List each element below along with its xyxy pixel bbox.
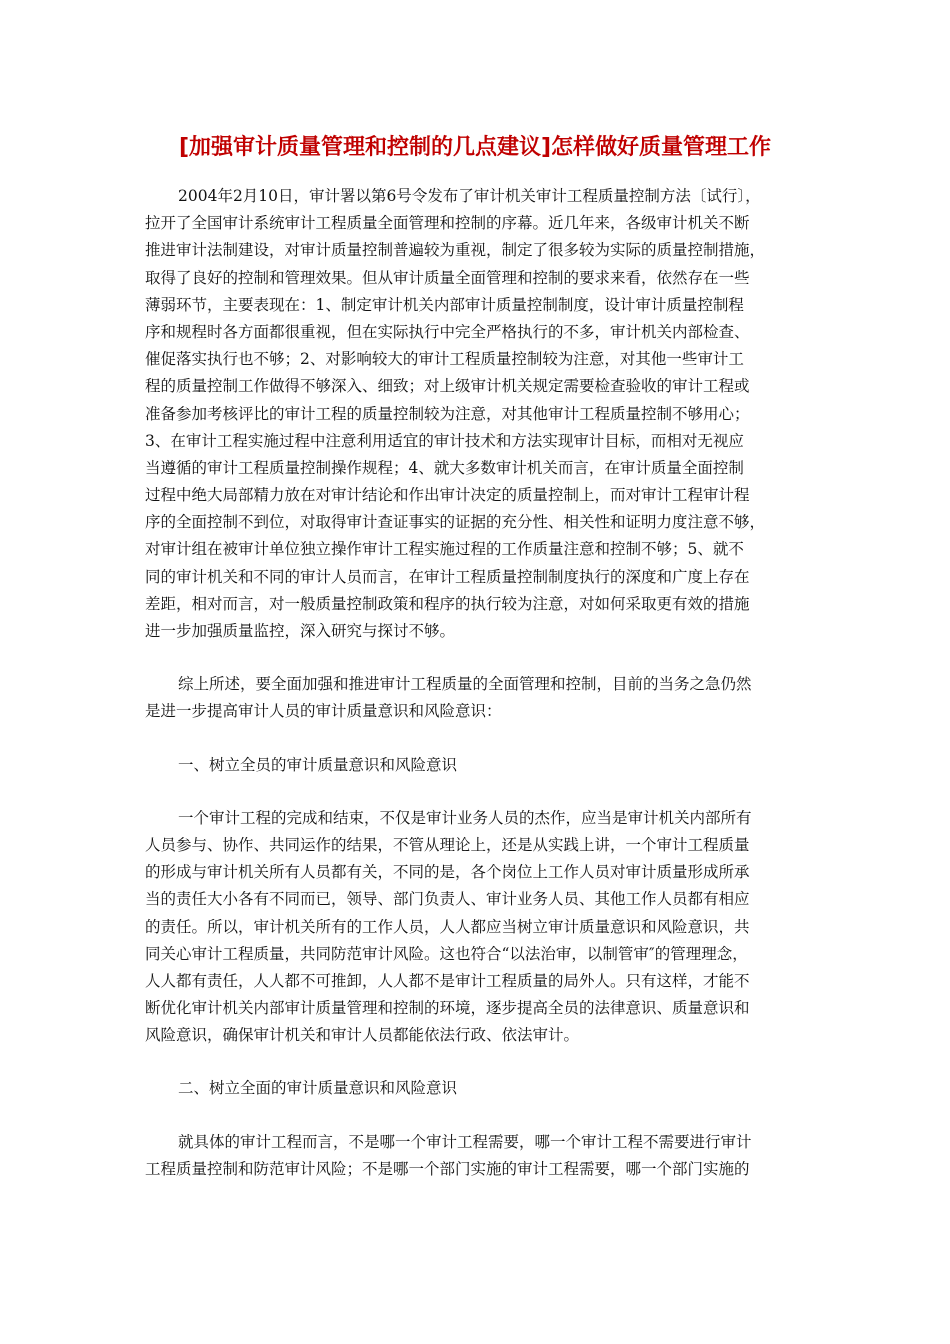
text-line: 的责任。所以，审计机关所有的工作人员，人人都应当树立审计质量意识和风险意识，共: [145, 917, 750, 936]
text-line: 一个审计工程的完成和结束，不仅是审计业务人员的杰作，应当是审计机关内部所有: [178, 808, 752, 827]
text-line: 拉开了全国审计系统审计工程质量全面管理和控制的序幕。近几年来，各级审计机关不断: [145, 214, 750, 233]
text-line: 是进一步提高审计人员的审计质量意识和风险意识：: [145, 702, 502, 721]
text-line: 综上所述，要全面加强和推进审计工程质量的全面管理和控制，目前的当务之急仍然: [178, 675, 752, 694]
text-line: 2004年2月10日，审计署以第6号令发布了审计机关审计工程质量控制方法〔试行〕，: [178, 187, 761, 205]
text-line: 推进审计法制建设，对审计质量控制普遍较为重视，制定了很多较为实际的质量控制措施，: [145, 241, 766, 260]
text-line: 人员参与、协作、共同运作的结果，不管从理论上，还是从实践上讲，一个审计工程质量: [145, 835, 750, 854]
text-line: 过程中绝大局部精力放在对审计结论和作出审计决定的质量控制上，而对审计工程审计程: [145, 486, 750, 505]
text-line: 风险意识，确保审计机关和审计人员都能依法行政、依法审计。: [145, 1026, 580, 1045]
text-line: 同关心审计工程质量，共同防范审计风险。这也符合“以法治审，以制管审″的管理理念，: [145, 944, 748, 963]
text-line: 程的质量控制工作做得不够深入、细致；对上级审计机关规定需要检查验收的审计工程或: [145, 377, 750, 396]
section-heading-2: [145, 1075, 805, 1102]
paragraph-intro: [145, 183, 805, 645]
paragraph-summary: [145, 671, 805, 725]
text-line: 取得了良好的控制和管理效果。但从审计质量全面管理和控制的要求来看，依然存在一些: [145, 268, 750, 287]
section-heading-1: [145, 752, 805, 779]
text-line: 薄弱环节，主要表现在：1、制定审计机关内部审计质量控制制度，设计审计质量控制程: [145, 295, 744, 314]
text-line: 序的全面控制不到位，对取得审计查证事实的证据的充分性、相关性和证明力度注意不够，: [145, 513, 766, 532]
paragraph-spacer: [145, 779, 805, 805]
text-line: 3、在审计工程实施过程中注意利用适宜的审计技术和方法实现审计目标，而相对无视应: [145, 431, 744, 450]
text-line: 序和规程时各方面都很重视，但在实际执行中完全严格执行的不多，审计机关内部检查、: [145, 322, 750, 341]
text-line: 就具体的审计工程而言，不是哪一个审计工程需要，哪一个审计工程不需要进行审计: [178, 1132, 752, 1151]
text-line: 准备参加考核评比的审计工程的质量控制较为注意，对其他审计工程质量控制不够用心；: [145, 404, 750, 423]
paragraph-section-2: [145, 1129, 805, 1183]
text-line: 人人都有责任，人人都不可推卸，人人都不是审计工程质量的局外人。只有这样，才能不: [145, 971, 750, 990]
paragraph-spacer: [145, 726, 805, 752]
paragraph-spacer: [145, 645, 805, 671]
text-line: 差距，相对而言，对一般质量控制政策和程序的执行较为注意，对如何采取更有效的措施: [145, 594, 750, 613]
text-line: 进一步加强质量监控，深入研究与探讨不够。: [145, 622, 456, 640]
document-body: [145, 183, 805, 1183]
text-line: 二、树立全面的审计质量意识和风险意识: [178, 1079, 458, 1098]
text-line: 断优化审计机关内部审计质量管理和控制的环境，逐步提高全员的法律意识、质量意识和: [145, 999, 750, 1018]
text-line: 对审计组在被审计单位独立操作审计工程实施过程的工作质量注意和控制不够；5、就不: [145, 540, 744, 559]
text-line: 同的审计机关和不同的审计人员而言，在审计工程质量控制制度执行的深度和广度上存在: [145, 567, 750, 586]
document-title: [加强审计质量管理和控制的几点建议]怎样做好质量管理工作: [178, 135, 772, 160]
paragraph-spacer: [145, 1049, 805, 1075]
paragraph-spacer: [145, 1103, 805, 1129]
text-line: 一、树立全员的审计质量意识和风险意识: [178, 755, 458, 774]
text-line: 催促落实执行也不够；2、对影响较大的审计工程质量控制较为注意，对其他一些审计工: [145, 350, 744, 369]
text-line: 工程质量控制和防范审计风险；不是哪一个部门实施的审计工程需要，哪一个部门实施的: [145, 1159, 750, 1178]
text-line: 当遵循的审计工程质量控制操作规程；4、就大多数审计机关而言，在审计质量全面控制: [145, 458, 744, 477]
text-line: 当的责任大小各有不同而已，领导、部门负责人、审计业务人员、其他工作人员都有相应: [145, 890, 750, 909]
paragraph-section-1: [145, 805, 805, 1050]
text-line: 的形成与审计机关所有人员都有关，不同的是，各个岗位上工作人员对审计质量形成所承: [145, 863, 750, 882]
